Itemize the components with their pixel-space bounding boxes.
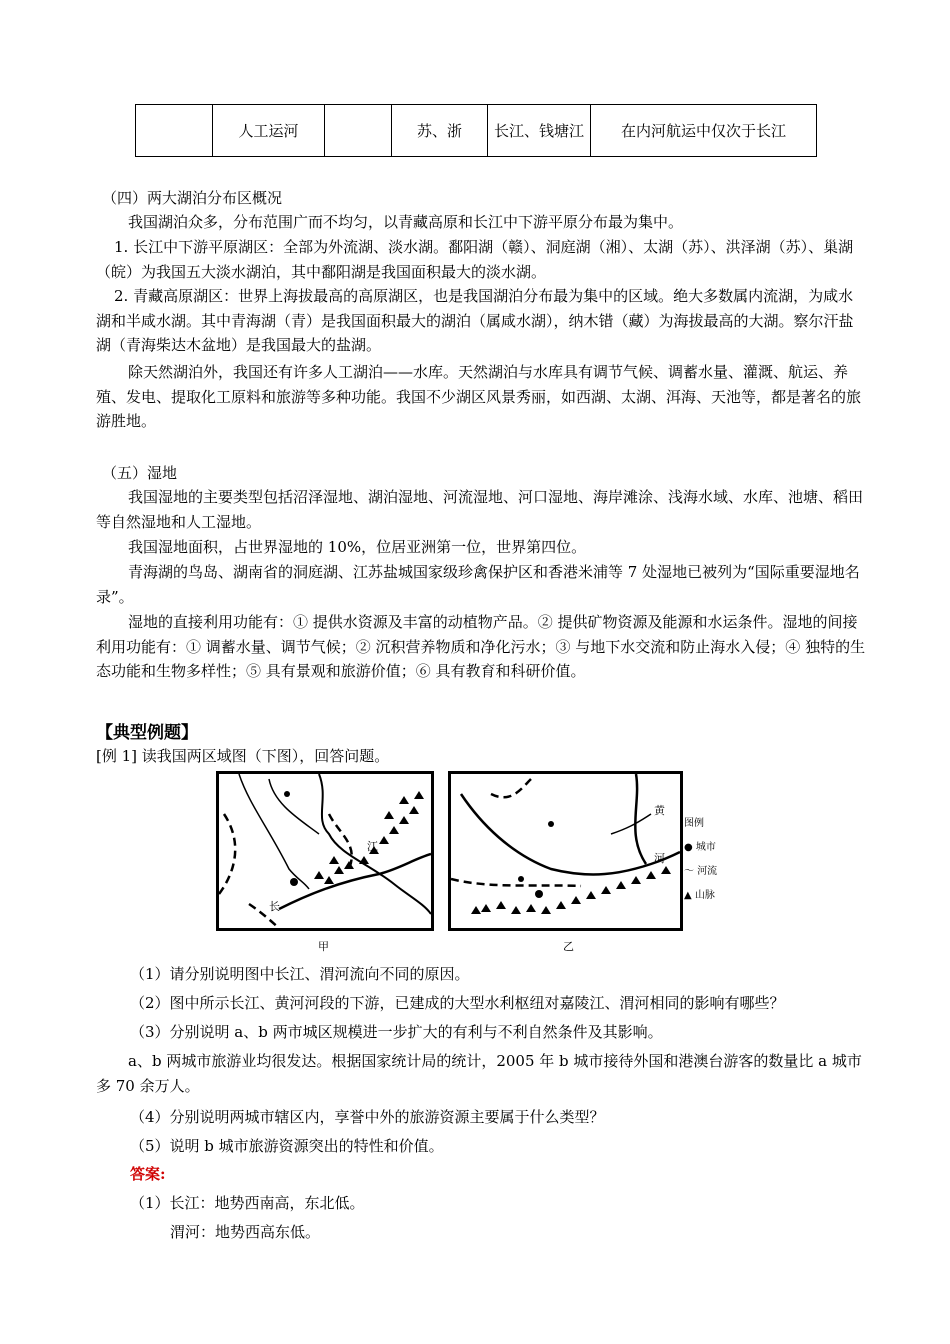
examples-heading: 【典型例题】 [96, 723, 198, 743]
map-yi [448, 771, 683, 931]
map-label-chang: 长 [269, 900, 280, 913]
weihe-river-line [461, 794, 680, 874]
question-2: （2）图中所示长江、黄河河段的下游，已建成的大型水利枢纽对嘉陵江、渭河相同的影响有哪些？ [130, 994, 785, 1012]
map-jia-drawing [219, 774, 431, 928]
section-4-para-1: 1. 长江中下游平原湖区：全部为外流湖、淡水湖。鄱阳湖（赣）、洞庭湖（湘）、太湖（苏）、洪泽湖（苏）、巢湖（皖）为我国五大淡水湖泊，其中鄱阳湖是我国面积最大的淡水湖。 [96, 238, 854, 281]
legend-title: 图例 [684, 818, 704, 829]
question-context: a、b 两城市旅游业均很发达。根据国家统计局的统计，2005 年 b 城市接待外国和港澳台游客的数量比 a 城市多 70 余万人。 [96, 1052, 862, 1095]
legend-label: 城市 [695, 842, 716, 853]
map-yi-drawing [451, 774, 680, 928]
answer-label: 答案: [130, 1165, 166, 1183]
section-5-para-1: 我国湿地的主要类型包括沼泽湿地、湖泊湿地、河流湿地、河口湿地、海岸滩涂、浅海水域、水库、池塘、稻田等自然湿地和人工湿地。 [96, 488, 864, 531]
table-cell: 长江、钱塘江 [488, 105, 591, 157]
section-5-title: （五）湿地 [102, 464, 178, 482]
answer-1-continued: 渭河：地势西高东低。 [170, 1223, 321, 1241]
city-icon: ● [684, 842, 693, 853]
city-marker [284, 791, 290, 797]
boundary-line [451, 879, 581, 886]
mountain-icon: ▲ [684, 890, 692, 901]
boundary-line [219, 814, 235, 894]
section-5-para-2: 我国湿地面积，占世界湿地的 10%，位居亚洲第一位，世界第四位。 [128, 538, 587, 556]
river-line [611, 814, 651, 834]
question-1: （1）请分别说明图中长江、渭河流向不同的原因。 [130, 965, 470, 983]
table-cell: 在内河航运中仅次于长江 [591, 105, 817, 157]
boundary-line [491, 779, 531, 797]
canal-table [135, 104, 817, 157]
map-jia-caption: 甲 [318, 940, 329, 953]
section-4-intro: 我国湖泊众多，分布范围广而不均匀，以青藏高原和长江中下游平原分布最为集中。 [128, 213, 684, 231]
section-5-para-3: 青海湖的鸟岛、湖南省的洞庭湖、江苏盐城国家级珍禽保护区和香港米浦等 7 处湿地已被列为“国际重要湿地名录”。 [96, 563, 860, 606]
city-marker [290, 878, 298, 886]
question-3: （3）分别说明 a、b 两市城区规模进一步扩大的有利与不利自然条件及其影响。 [130, 1023, 663, 1041]
section-4-title: （四）两大湖泊分布区概况 [102, 189, 283, 207]
table-cell: 人工运河 [213, 105, 325, 157]
map-label-jiang: 江 [367, 840, 378, 853]
map-label-he: 河 [654, 852, 665, 865]
city-marker [535, 890, 543, 898]
table-cell [325, 105, 392, 157]
map-legend [684, 812, 744, 908]
answer-1: （1）长江：地势西南高，东北低。 [130, 1194, 365, 1212]
legend-item-mountain [684, 884, 744, 908]
question-5: （5）说明 b 城市旅游资源突出的特性和价值。 [130, 1137, 444, 1155]
question-4: （4）分别说明两城市辖区内，享誉中外的旅游资源主要属于什么类型？ [130, 1108, 605, 1126]
table-row [136, 105, 817, 157]
legend-item-river [684, 860, 744, 884]
map-jia [216, 771, 434, 931]
map-label-huang: 黄 [654, 804, 665, 817]
table-cell: 苏、浙 [392, 105, 488, 157]
section-5-para-4: 湿地的直接利用功能有：① 提供水资源及丰富的动植物产品。② 提供矿物资源及能源和水运条件。湿地的间接利用功能有：① 调蓄水量、调节气候；② 沉积营养物质和净化污水；③ 与地下水交流和防止海水入侵；④ 独特的生态功能和生物多样性；⑤ 具有景观和旅游价值；⑥ 具有教育和科研价值。 [96, 613, 866, 680]
legend-label: 河流 [697, 866, 718, 877]
city-marker [548, 821, 554, 827]
river-line [269, 779, 319, 834]
example-1-prompt: [例 1] 读我国两区域图（下图），回答问题。 [96, 747, 390, 765]
city-marker [518, 876, 524, 882]
table-cell [136, 105, 213, 157]
section-4-para-2: 2. 青藏高原湖区：世界上海拔最高的高原湖区，也是我国湖泊分布最为集中的区域。绝大多数属内流湖，为咸水湖和半咸水湖。其中青海湖（青）是我国面积最大的湖泊（属咸水湖），纳木错（藏）为海拔最高的大湖。察尔汗盐湖（青海柴达木盆地）是我国最大的盐湖。 [96, 287, 854, 354]
section-4-para-3: 除天然湖泊外，我国还有许多人工湖泊——水库。天然湖泊与水库具有调节气候、调蓄水量、灌溉、航运、养殖、发电、提取化工原料和旅游等多种功能。我国不少湖区风景秀丽，如西湖、太湖、洱海、天池等，都是著名的旅游胜地。 [96, 363, 862, 430]
river-icon: 〜 [684, 866, 694, 877]
map-yi-caption: 乙 [563, 940, 574, 953]
legend-label: 山脉 [694, 890, 715, 901]
legend-item-city [684, 836, 744, 860]
